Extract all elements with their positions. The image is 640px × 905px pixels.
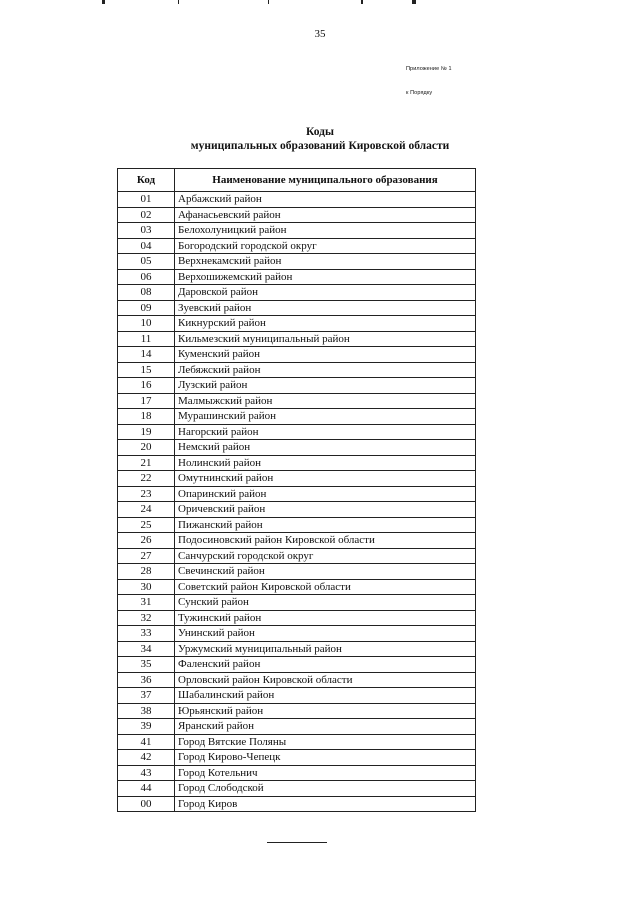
code-cell: 25 <box>118 517 175 533</box>
table-row <box>118 207 476 223</box>
table-row <box>118 347 476 363</box>
table-row <box>118 657 476 673</box>
municipality-name-cell: Нагорский район <box>175 424 476 440</box>
code-cell: 14 <box>118 347 175 363</box>
code-cell: 11 <box>118 331 175 347</box>
table-row <box>118 393 476 409</box>
municipality-name-cell: Город Котельнич <box>175 765 476 781</box>
table-row <box>118 734 476 750</box>
scan-edge-marks <box>0 0 640 4</box>
table-row <box>118 192 476 208</box>
table-row <box>118 502 476 518</box>
code-cell: 10 <box>118 316 175 332</box>
code-cell: 37 <box>118 688 175 704</box>
table-row <box>118 486 476 502</box>
municipality-name-cell: Верхнекамский район <box>175 254 476 270</box>
table-row <box>118 533 476 549</box>
municipality-name-cell: Сунский район <box>175 595 476 611</box>
code-cell: 03 <box>118 223 175 239</box>
code-cell: 30 <box>118 579 175 595</box>
municipality-name-cell: Лузский район <box>175 378 476 394</box>
table-row <box>118 595 476 611</box>
municipality-name-cell: Даровской район <box>175 285 476 301</box>
table-row <box>118 517 476 533</box>
code-cell: 26 <box>118 533 175 549</box>
municipality-name-cell: Свечинский район <box>175 564 476 580</box>
municipality-name-cell: Малмыжский район <box>175 393 476 409</box>
code-cell: 19 <box>118 424 175 440</box>
table-row <box>118 223 476 239</box>
municipality-name-cell: Афанасьевский район <box>175 207 476 223</box>
municipality-name-cell: Мурашинский район <box>175 409 476 425</box>
code-cell: 05 <box>118 254 175 270</box>
municipality-name-cell: Зуевский район <box>175 300 476 316</box>
municipality-name-cell: Город Киров <box>175 796 476 812</box>
code-cell: 28 <box>118 564 175 580</box>
municipality-name-cell: Яранский район <box>175 719 476 735</box>
municipality-name-cell: Лебяжский район <box>175 362 476 378</box>
code-cell: 42 <box>118 750 175 766</box>
table-row <box>118 626 476 642</box>
table-row <box>118 409 476 425</box>
municipality-name-cell: Юрьянский район <box>175 703 476 719</box>
municipality-name-cell: Подосиновский район Кировской области <box>175 533 476 549</box>
municipality-name-cell: Нолинский район <box>175 455 476 471</box>
table-row <box>118 269 476 285</box>
table-row <box>118 641 476 657</box>
code-cell: 41 <box>118 734 175 750</box>
code-cell: 21 <box>118 455 175 471</box>
code-cell: 31 <box>118 595 175 611</box>
municipality-name-cell: Город Вятские Поляны <box>175 734 476 750</box>
code-cell: 02 <box>118 207 175 223</box>
municipality-name-cell: Орловский район Кировской области <box>175 672 476 688</box>
municipality-name-cell: Фаленский район <box>175 657 476 673</box>
code-cell: 20 <box>118 440 175 456</box>
title-line-2: муниципальных образований Кировской области <box>190 140 450 152</box>
code-cell: 32 <box>118 610 175 626</box>
code-cell: 44 <box>118 781 175 797</box>
table-row <box>118 300 476 316</box>
footer-rule <box>267 842 327 843</box>
table-row <box>118 579 476 595</box>
municipality-name-cell: Город Кирово-Чепецк <box>175 750 476 766</box>
municipality-name-cell: Тужинский район <box>175 610 476 626</box>
table-row <box>118 440 476 456</box>
table-row <box>118 781 476 797</box>
code-cell: 15 <box>118 362 175 378</box>
municipality-name-cell: Санчурский городской округ <box>175 548 476 564</box>
table-row <box>118 378 476 394</box>
code-cell: 38 <box>118 703 175 719</box>
header-code: Код <box>118 169 175 192</box>
municipality-name-cell: Верхошижемский район <box>175 269 476 285</box>
code-cell: 33 <box>118 626 175 642</box>
table-row <box>118 688 476 704</box>
code-cell: 23 <box>118 486 175 502</box>
table-row <box>118 610 476 626</box>
municipality-name-cell: Опаринский район <box>175 486 476 502</box>
code-cell: 24 <box>118 502 175 518</box>
code-cell: 43 <box>118 765 175 781</box>
table-row <box>118 750 476 766</box>
municipality-name-cell: Кильмезский муниципальный район <box>175 331 476 347</box>
document-title <box>0 125 640 153</box>
header-name: Наименование муниципального образования <box>175 169 476 192</box>
municipality-name-cell: Белохолуницкий район <box>175 223 476 239</box>
municipality-name-cell: Уржумский муниципальный район <box>175 641 476 657</box>
table-row <box>118 331 476 347</box>
table-row <box>118 455 476 471</box>
code-cell: 08 <box>118 285 175 301</box>
table-row <box>118 316 476 332</box>
code-cell: 18 <box>118 409 175 425</box>
appendix-label: Приложение № 1 <box>406 66 452 72</box>
code-cell: 01 <box>118 192 175 208</box>
table-row <box>118 254 476 270</box>
table-row <box>118 471 476 487</box>
table-row <box>118 672 476 688</box>
table-row <box>118 548 476 564</box>
title-line-1: Коды <box>306 126 334 138</box>
municipality-name-cell: Омутнинский район <box>175 471 476 487</box>
code-cell: 00 <box>118 796 175 812</box>
municipality-name-cell: Город Слободской <box>175 781 476 797</box>
appendix-reference: к Порядку <box>406 90 433 96</box>
municipality-name-cell: Унинский район <box>175 626 476 642</box>
code-cell: 34 <box>118 641 175 657</box>
code-cell: 16 <box>118 378 175 394</box>
municipality-name-cell: Богородский городской округ <box>175 238 476 254</box>
municipality-name-cell: Немский район <box>175 440 476 456</box>
table-row <box>118 285 476 301</box>
page-number: 35 <box>314 28 326 40</box>
municipality-name-cell: Пижанский район <box>175 517 476 533</box>
table-row <box>118 796 476 812</box>
table-row <box>118 703 476 719</box>
code-cell: 36 <box>118 672 175 688</box>
table-row <box>118 765 476 781</box>
code-cell: 17 <box>118 393 175 409</box>
municipality-name-cell: Кикнурский район <box>175 316 476 332</box>
table-row <box>118 719 476 735</box>
municipal-codes-table <box>117 168 476 812</box>
code-cell: 27 <box>118 548 175 564</box>
code-cell: 39 <box>118 719 175 735</box>
table-row <box>118 238 476 254</box>
code-cell: 04 <box>118 238 175 254</box>
table-row <box>118 564 476 580</box>
table-row <box>118 362 476 378</box>
municipality-name-cell: Оричевский район <box>175 502 476 518</box>
code-cell: 09 <box>118 300 175 316</box>
code-cell: 22 <box>118 471 175 487</box>
municipality-name-cell: Шабалинский район <box>175 688 476 704</box>
municipality-name-cell: Куменский район <box>175 347 476 363</box>
municipality-name-cell: Советский район Кировской области <box>175 579 476 595</box>
municipality-name-cell: Арбажский район <box>175 192 476 208</box>
code-cell: 06 <box>118 269 175 285</box>
table-row <box>118 424 476 440</box>
code-cell: 35 <box>118 657 175 673</box>
table-header-row <box>118 169 476 192</box>
